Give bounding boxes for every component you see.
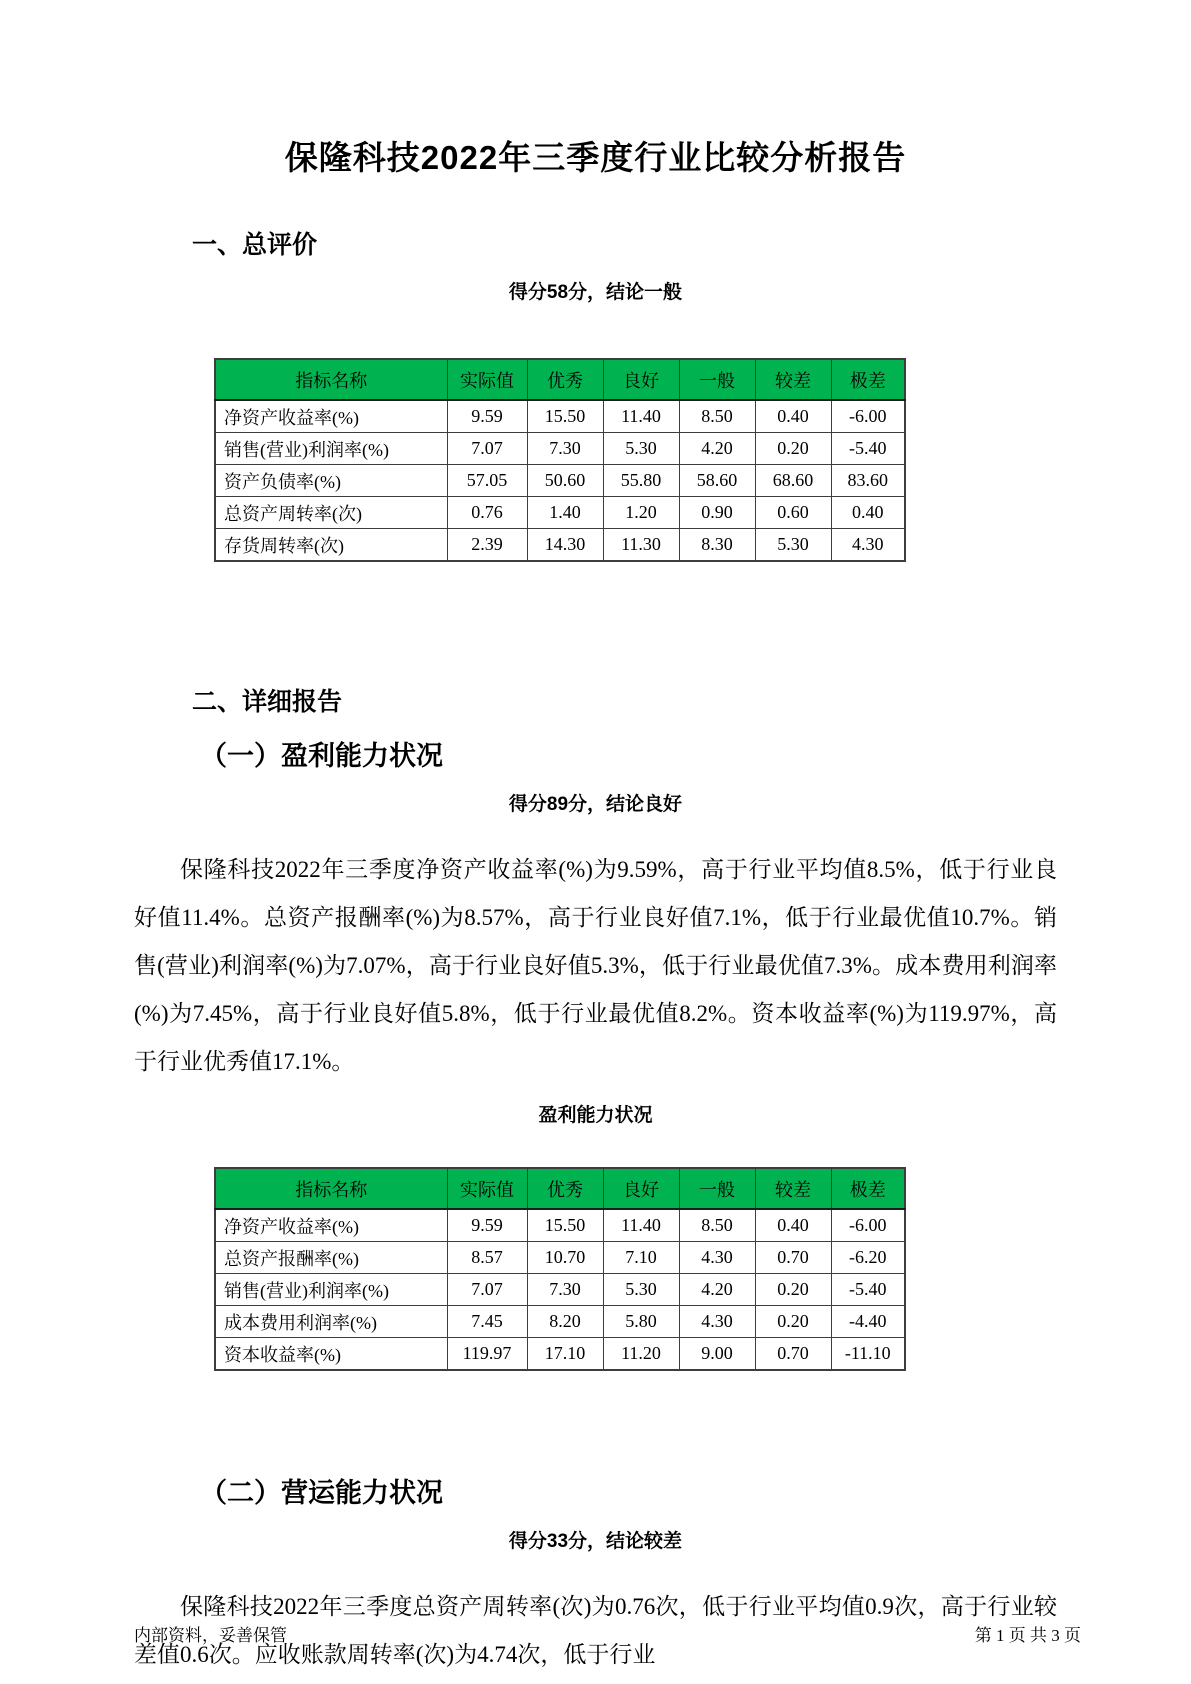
value-cell: -5.40 — [831, 1274, 905, 1306]
footer-confidentiality-note: 内部资料，妥善保管 — [134, 1626, 287, 1645]
subsection-operating-heading: （二）营运能力状况 — [200, 1478, 443, 1508]
value-cell: 0.60 — [755, 497, 831, 529]
value-cell: 0.40 — [831, 497, 905, 529]
section-detail-heading: 二、详细报告 — [192, 688, 343, 716]
column-header: 较差 — [755, 359, 831, 400]
value-cell: 0.20 — [755, 1274, 831, 1306]
section-overall-heading: 一、总评价 — [192, 231, 318, 259]
value-cell: 0.90 — [679, 497, 755, 529]
value-cell: 11.20 — [603, 1338, 679, 1371]
indicator-name-cell: 销售(营业)利润率(%) — [215, 433, 447, 465]
value-cell: 8.20 — [527, 1306, 603, 1338]
indicator-name-cell: 净资产收益率(%) — [215, 1209, 447, 1242]
value-cell: 9.59 — [447, 400, 527, 433]
value-cell: 2.39 — [447, 529, 527, 562]
value-cell: 55.80 — [603, 465, 679, 497]
value-cell: 11.40 — [603, 1209, 679, 1242]
value-cell: 4.30 — [831, 529, 905, 562]
table-row — [215, 1209, 905, 1242]
value-cell: 11.30 — [603, 529, 679, 562]
column-header: 实际值 — [447, 359, 527, 400]
value-cell: 1.40 — [527, 497, 603, 529]
column-header: 指标名称 — [215, 1168, 447, 1209]
table-header-row — [215, 1168, 905, 1209]
profitability-score-line: 得分89分，结论良好 — [508, 794, 683, 815]
page-footer — [134, 1621, 1081, 1646]
column-header: 实际值 — [447, 1168, 527, 1209]
indicator-name-cell: 成本费用利润率(%) — [215, 1306, 447, 1338]
value-cell: 4.30 — [679, 1242, 755, 1274]
value-cell: 9.59 — [447, 1209, 527, 1242]
table-body — [215, 400, 905, 561]
value-cell: 14.30 — [527, 529, 603, 562]
column-header: 一般 — [679, 1168, 755, 1209]
value-cell: 0.76 — [447, 497, 527, 529]
column-header: 良好 — [603, 359, 679, 400]
value-cell: -4.40 — [831, 1306, 905, 1338]
value-cell: 4.20 — [679, 433, 755, 465]
table-header-row — [215, 359, 905, 400]
value-cell: 0.70 — [755, 1242, 831, 1274]
value-cell: 15.50 — [527, 400, 603, 433]
value-cell: 0.20 — [755, 433, 831, 465]
table-row — [215, 1338, 905, 1371]
table-row — [215, 529, 905, 562]
indicator-name-cell: 资产负债率(%) — [215, 465, 447, 497]
value-cell: 5.30 — [603, 1274, 679, 1306]
value-cell: 1.20 — [603, 497, 679, 529]
column-header: 极差 — [831, 359, 905, 400]
value-cell: 7.07 — [447, 433, 527, 465]
value-cell: 119.97 — [447, 1338, 527, 1371]
column-header: 优秀 — [527, 359, 603, 400]
indicator-name-cell: 销售(营业)利润率(%) — [215, 1274, 447, 1306]
subsection-profitability-heading: （一）盈利能力状况 — [200, 741, 443, 771]
value-cell: 7.07 — [447, 1274, 527, 1306]
column-header: 良好 — [603, 1168, 679, 1209]
value-cell: 68.60 — [755, 465, 831, 497]
profitability-indicators-table — [214, 1167, 906, 1371]
value-cell: -6.20 — [831, 1242, 905, 1274]
value-cell: 7.30 — [527, 1274, 603, 1306]
report-title: 保隆科技2022年三季度行业比较分析报告 — [284, 139, 907, 176]
value-cell: 8.50 — [679, 400, 755, 433]
value-cell: 5.30 — [755, 529, 831, 562]
value-cell: -6.00 — [831, 400, 905, 433]
value-cell: 0.70 — [755, 1338, 831, 1371]
table-row — [215, 465, 905, 497]
value-cell: 5.30 — [603, 433, 679, 465]
indicator-name-cell: 净资产收益率(%) — [215, 400, 447, 433]
value-cell: -6.00 — [831, 1209, 905, 1242]
footer-page-number: 第 1 页 共 3 页 — [974, 1626, 1081, 1645]
value-cell: 7.30 — [527, 433, 603, 465]
indicator-name-cell: 存货周转率(次) — [215, 529, 447, 562]
value-cell: 7.45 — [447, 1306, 527, 1338]
value-cell: 83.60 — [831, 465, 905, 497]
value-cell: 8.30 — [679, 529, 755, 562]
value-cell: 5.80 — [603, 1306, 679, 1338]
value-cell: 0.20 — [755, 1306, 831, 1338]
value-cell: 7.10 — [603, 1242, 679, 1274]
overall-indicators-table — [214, 358, 906, 562]
operating-score-line: 得分33分，结论较差 — [508, 1531, 683, 1552]
column-header: 较差 — [755, 1168, 831, 1209]
value-cell: 50.60 — [527, 465, 603, 497]
table-row — [215, 1306, 905, 1338]
value-cell: 17.10 — [527, 1338, 603, 1371]
value-cell: 9.00 — [679, 1338, 755, 1371]
column-header: 指标名称 — [215, 359, 447, 400]
value-cell: 15.50 — [527, 1209, 603, 1242]
value-cell: 4.30 — [679, 1306, 755, 1338]
profitability-paragraph: 保隆科技2022年三季度净资产收益率(%)为9.59%，高于行业平均值8.5%，低于行业良好值11.4%。总资产报酬率(%)为8.57%，高于行业良好值7.1%，低于行业最优值10.7%。销售(营业)利润率(%)为7.07%，高于行业良好值5.3%，低于行业最优值7.3%。成本费用利润率(%)为7.45%，高于行业良好值5.8%，低于行业最优值8.2%。资本收益率(%)为119.97%，高于行业优秀值17.1%。 — [134, 857, 1057, 1074]
indicator-name-cell: 总资产报酬率(%) — [215, 1242, 447, 1274]
value-cell: -11.10 — [831, 1338, 905, 1371]
value-cell: 58.60 — [679, 465, 755, 497]
value-cell: -5.40 — [831, 433, 905, 465]
overall-score-line: 得分58分，结论一般 — [508, 282, 683, 303]
value-cell: 57.05 — [447, 465, 527, 497]
value-cell: 0.40 — [755, 1209, 831, 1242]
value-cell: 8.50 — [679, 1209, 755, 1242]
table-row — [215, 497, 905, 529]
column-header: 一般 — [679, 359, 755, 400]
value-cell: 10.70 — [527, 1242, 603, 1274]
table-row — [215, 1274, 905, 1306]
indicator-name-cell: 资本收益率(%) — [215, 1338, 447, 1371]
table-row — [215, 433, 905, 465]
value-cell: 0.40 — [755, 400, 831, 433]
indicator-name-cell: 总资产周转率(次) — [215, 497, 447, 529]
value-cell: 4.20 — [679, 1274, 755, 1306]
column-header: 优秀 — [527, 1168, 603, 1209]
table-row — [215, 400, 905, 433]
profitability-table-caption: 盈利能力状况 — [538, 1105, 653, 1126]
table-body — [215, 1209, 905, 1370]
operating-paragraph: 保隆科技2022年三季度总资产周转率(次)为0.76次，低于行业平均值0.9次，高于行业较差值0.6次。应收账款周转率(次)为4.74次，低于行业 — [134, 1594, 1057, 1667]
value-cell: 11.40 — [603, 400, 679, 433]
column-header: 极差 — [831, 1168, 905, 1209]
value-cell: 8.57 — [447, 1242, 527, 1274]
table-row — [215, 1242, 905, 1274]
report-content — [0, 132, 1191, 1679]
